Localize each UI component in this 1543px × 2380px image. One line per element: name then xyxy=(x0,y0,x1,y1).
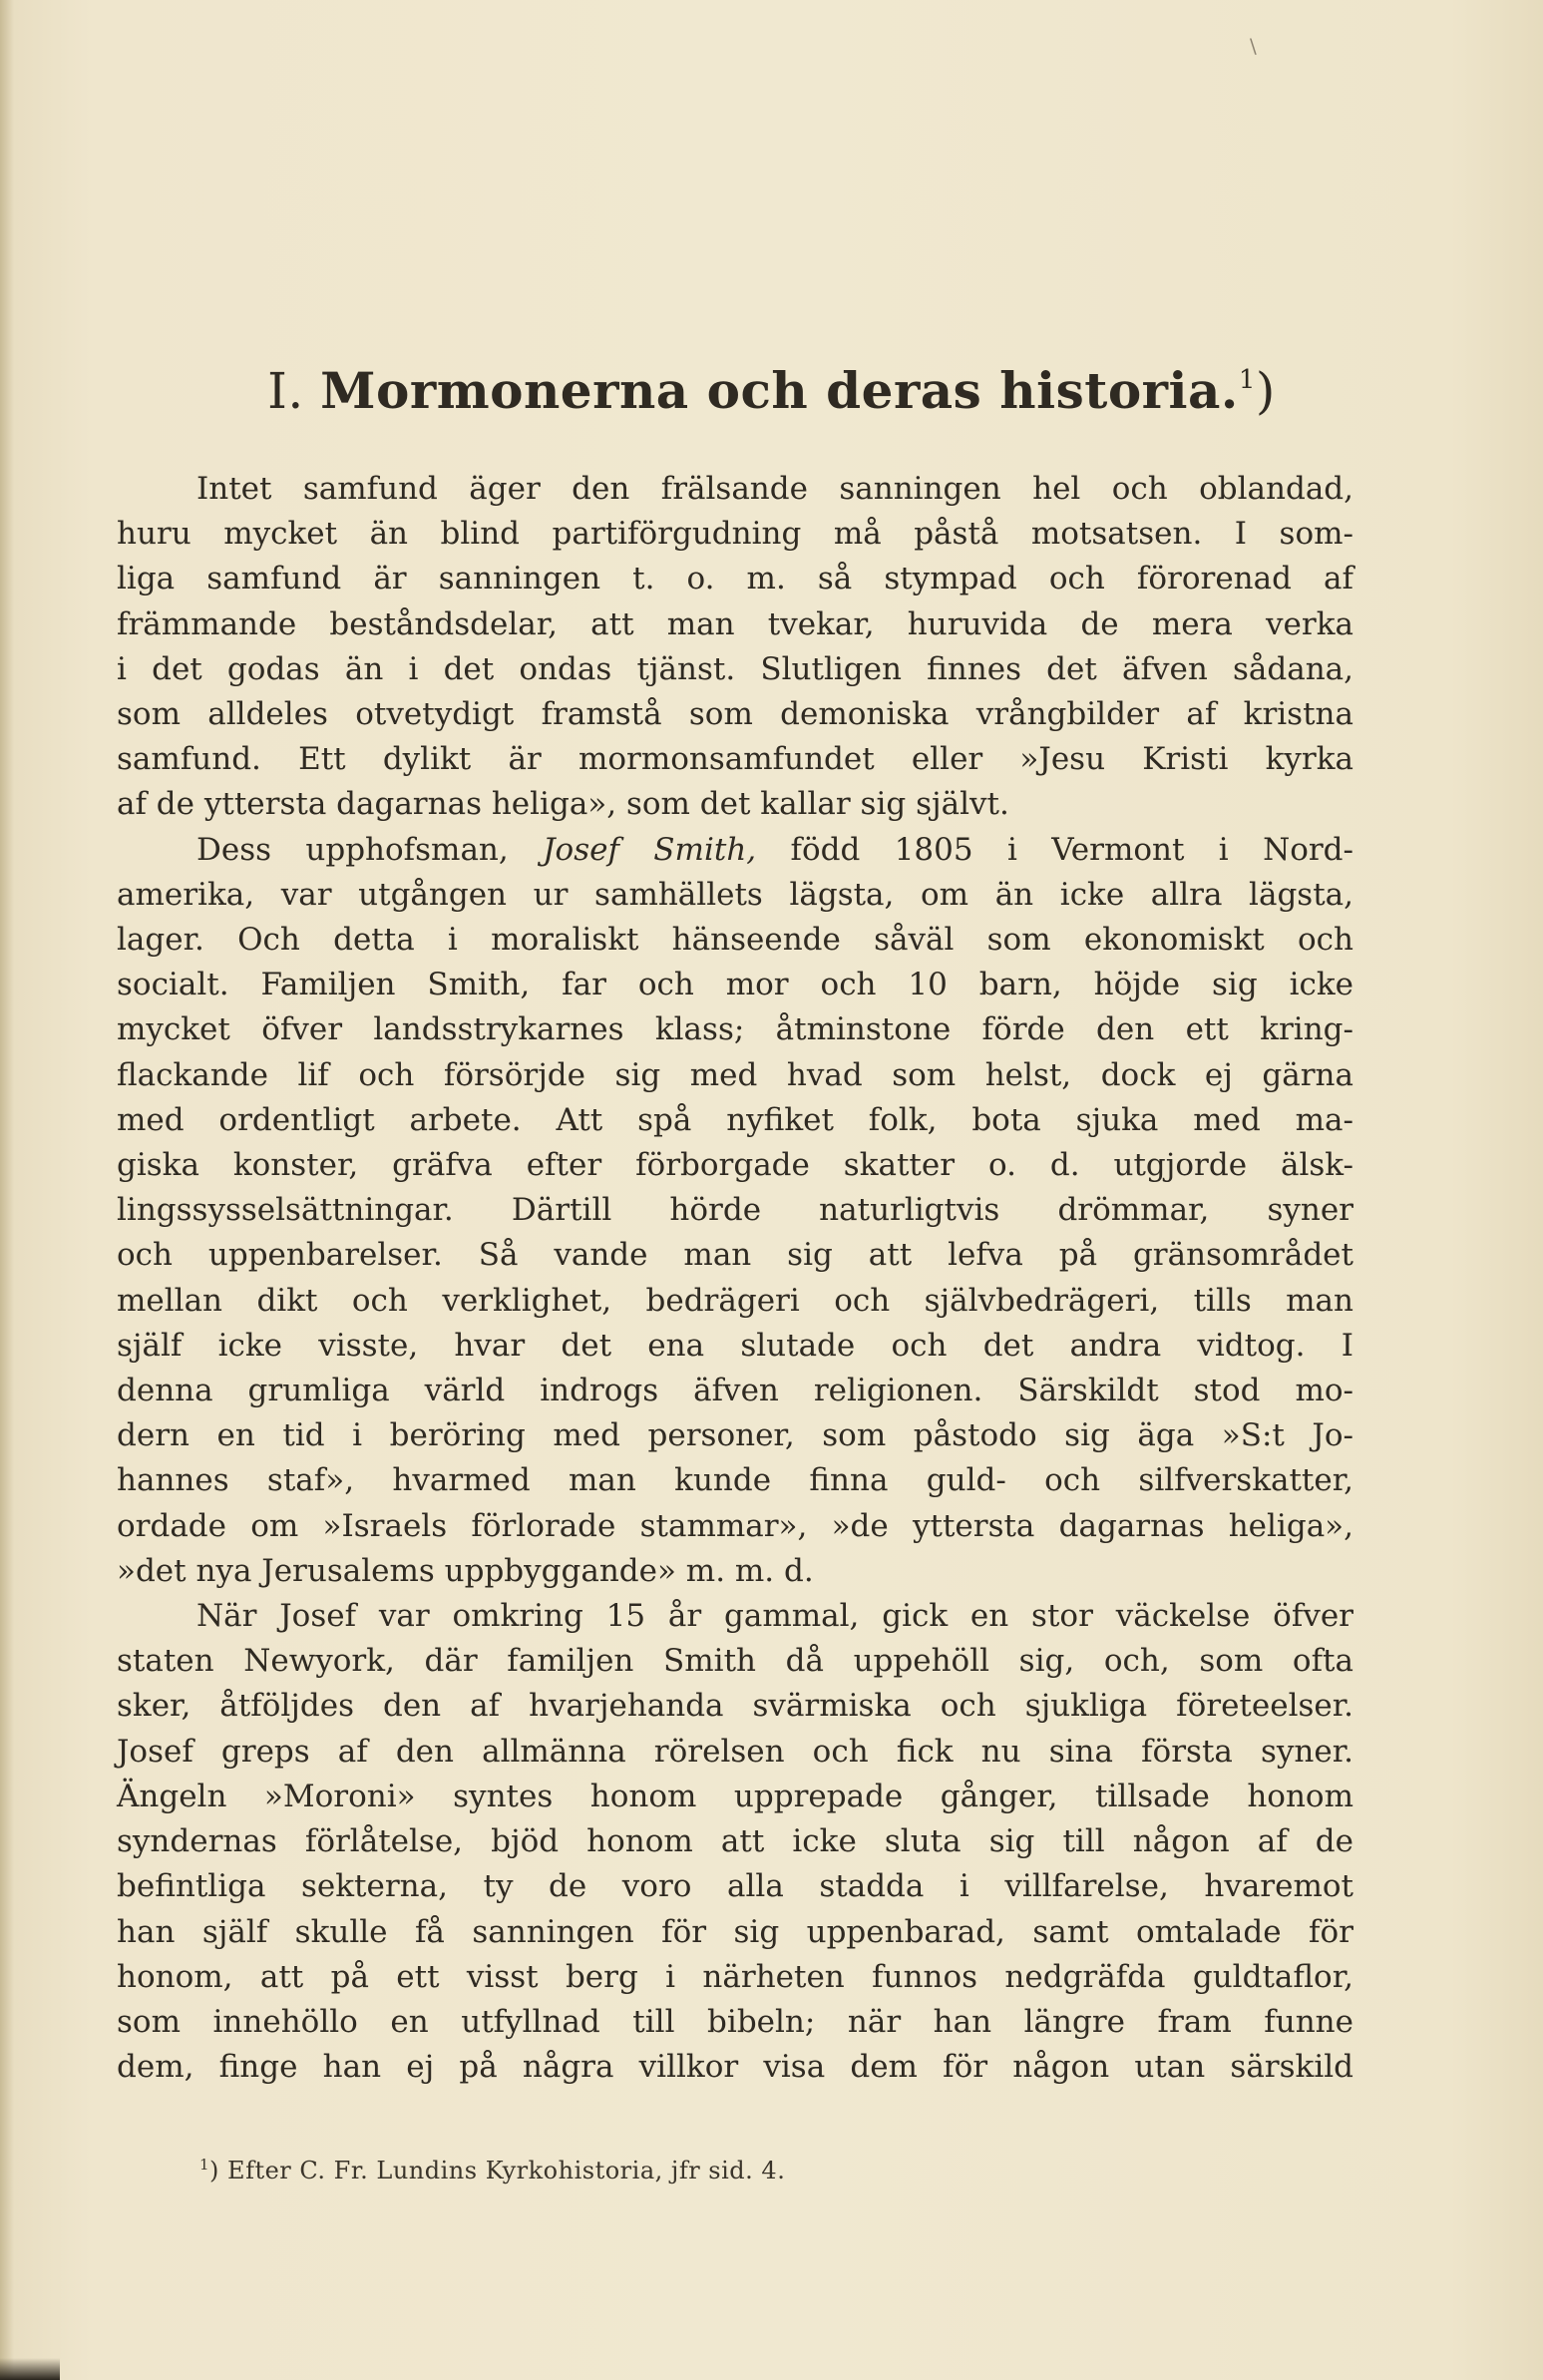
text-line: han själf skulle få sanningen för sig uppenbarad, samt omtalade för xyxy=(117,1913,1353,1950)
text-line: i det godas än i det ondas tjänst. Slutligen finnes det äfven sådana, xyxy=(117,650,1353,687)
text-line: själf icke visste, hvar det ena slutade och det andra vidtog. I xyxy=(117,1327,1353,1364)
text-segment: född 1805 i Vermont i Nord- xyxy=(756,831,1353,868)
text-line: dern en tid i beröring med personer, som påstodo sig äga »S:t Jo- xyxy=(117,1417,1353,1454)
text-line: lager. Och detta i moraliskt hänseende såväl som ekonomiskt och xyxy=(117,922,1353,959)
title-note-number: 1 xyxy=(1238,365,1256,395)
text-line: lingssysselsättningar. Därtill hörde naturligtvis drömmar, syner xyxy=(117,1192,1353,1229)
text-line: samfund. Ett dylikt är mormonsamfundet eller »Jesu Kristi kyrka xyxy=(117,741,1353,778)
text-line: honom, att på ett visst berg i närheten funnos nedgräfda guldtaflor, xyxy=(117,1958,1353,1995)
text-line: socialt. Familjen Smith, far och mor och 10 barn, höjde sig icke xyxy=(117,967,1353,1003)
footnote-paren: ) xyxy=(209,2157,219,2184)
text-line: giska konster, gräfva efter förborgade skatter o. d. utgjorde älsk- xyxy=(117,1147,1353,1184)
text-line: staten Newyork, där familjen Smith då uppehöll sig, och, som ofta xyxy=(117,1643,1353,1680)
corner-shadow xyxy=(0,2358,60,2380)
italic-name: Josef Smith, xyxy=(543,831,757,868)
text-line: befintliga sekterna, ty de voro alla stadda i villfarelse, hvaremot xyxy=(117,1868,1353,1905)
text-line: som innehöllo en utfyllnad till bibeln; när han längre fram funne xyxy=(117,2003,1353,2040)
chapter-title-text: Mormonerna och deras historia. xyxy=(320,361,1239,420)
text-line: dem, finge han ej på några villkor visa dem för någon utan särskild xyxy=(117,2049,1353,2086)
text-line: Josef greps af den allmänna rörelsen och fick nu sina första syner. xyxy=(117,1733,1353,1770)
text-line: mycket öfver landsstrykarnes klass; åtminstone förde den ett kring- xyxy=(117,1011,1353,1048)
text-line: sker, åtföljdes den af hvarjehanda svärmiska och sjukliga företeelser. xyxy=(117,1688,1353,1725)
text-line: och uppenbarelser. Så vande man sig att lefva på gränsområdet xyxy=(117,1237,1353,1274)
title-note-paren: ) xyxy=(1255,362,1276,420)
footnote-text: Efter C. Fr. Lundins Kyrkohistoria, jfr sid. 4. xyxy=(218,2157,786,2184)
text-line: liga samfund är sanningen t. o. m. så stympad och förorenad af xyxy=(117,561,1353,597)
text-line: af de yttersta dagarnas heliga», som det kallar sig självt. xyxy=(117,786,1009,823)
text-line: som alldeles otvetydigt framstå som demoniska vrångbilder af kristna xyxy=(117,696,1353,733)
text-line: hannes staf», hvarmed man kunde finna guld- och silfverskatter, xyxy=(117,1462,1353,1499)
page-edge-shadow xyxy=(0,0,14,2380)
title-footnote-ref xyxy=(1239,365,1256,395)
text-line: denna grumliga värld indrogs äfven religionen. Särskildt stod mo- xyxy=(117,1373,1353,1409)
body-text xyxy=(117,467,1353,2090)
text-line: huru mycket än blind partiförgudning må påstå motsatsen. I som- xyxy=(117,516,1353,553)
text-line: Intet samfund äger den frälsande sanningen hel och oblandad, xyxy=(196,471,1353,507)
text-line: »det nya Jerusalems uppbyggande» m. m. d. xyxy=(117,1552,814,1589)
text-line: mellan dikt och verklighet, bedrägeri och självbedrägeri, tills man xyxy=(117,1282,1353,1319)
footnote-marker: 1 xyxy=(199,2156,210,2174)
top-mark: \ xyxy=(1250,34,1257,58)
text-line: främmande beståndsdelar, att man tvekar, huruvida de mera verka xyxy=(117,605,1353,642)
text-line: med ordentligt arbete. Att spå nyfiket folk, bota sjuka med ma- xyxy=(117,1101,1353,1138)
text-line: Ängeln »Moroni» syntes honom upprepade gånger, tillsade honom xyxy=(117,1778,1353,1814)
text-line: syndernas förlåtelse, bjöd honom att icke sluta sig till någon af de xyxy=(117,1823,1353,1860)
text-line: amerika, var utgången ur samhällets lägsta, om än icke allra lägsta, xyxy=(117,876,1353,913)
text-line: flackande lif och försörjde sig med hvad som helst, dock ej gärna xyxy=(117,1056,1353,1093)
text-line xyxy=(117,828,1353,873)
chapter-title xyxy=(0,361,1543,420)
text-segment: Dess upphofsman, xyxy=(196,831,544,868)
chapter-numeral: I. xyxy=(267,362,304,420)
text-line: ordade om »Israels förlorade stammar», »de yttersta dagarnas heliga», xyxy=(117,1507,1353,1544)
footnote xyxy=(199,2156,785,2184)
text-line: När Josef var omkring 15 år gammal, gick en stor väckelse öfver xyxy=(196,1598,1353,1635)
